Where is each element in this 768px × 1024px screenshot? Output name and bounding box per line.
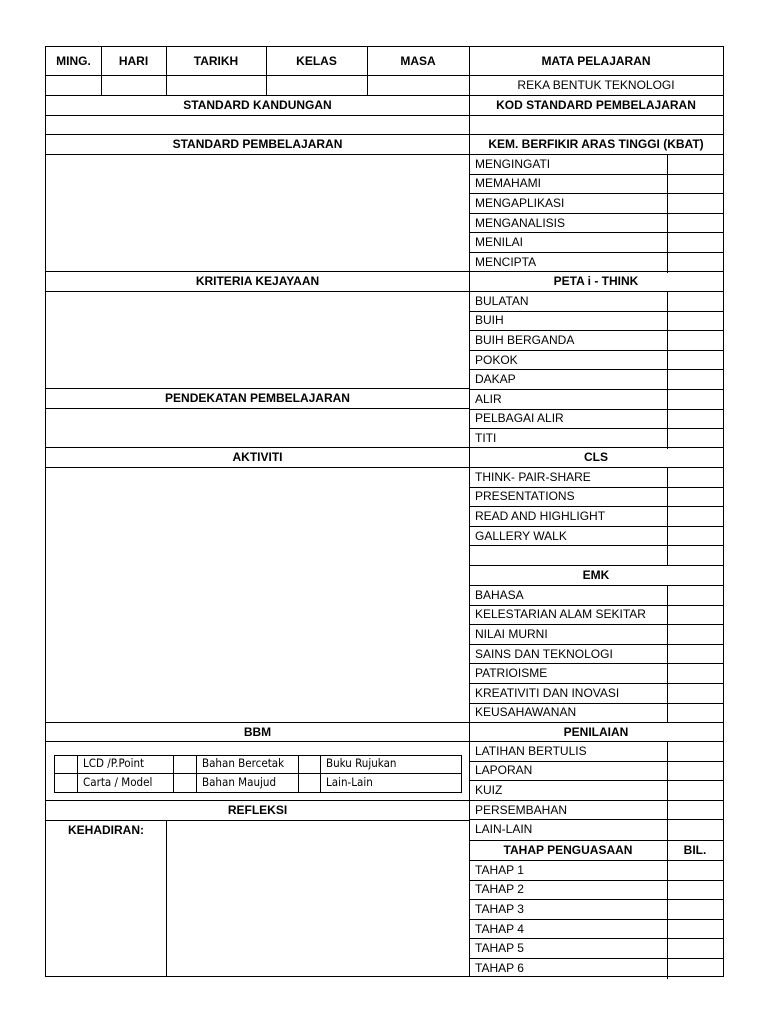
grid-line <box>45 741 470 742</box>
bbm-buku-rujukan-label: Buku Rujukan <box>326 756 397 771</box>
grid-line <box>45 134 470 135</box>
grid-line <box>77 755 78 793</box>
grid-line <box>469 545 724 546</box>
bil-heading: BIL. <box>683 843 707 857</box>
grid-line <box>54 773 462 774</box>
grid-line <box>469 174 724 175</box>
kod-sp-heading: KOD STANDARD PEMBELAJARAN <box>496 98 696 112</box>
grid-line <box>469 369 724 370</box>
penilaian-item: KUIZ <box>475 782 503 797</box>
grid-line <box>667 860 668 979</box>
tahap-item: TAHAP 1 <box>475 862 524 877</box>
mata-pelajaran-header: MATA PELAJARAN <box>541 54 651 68</box>
grid-line <box>45 154 470 155</box>
kehadiran-label: KEHADIRAN: <box>68 823 144 837</box>
grid-line <box>469 193 724 194</box>
cls-item: PRESENTATIONS <box>475 489 575 504</box>
grid-line <box>469 741 724 742</box>
tahap-item: TAHAP 5 <box>475 941 524 956</box>
kbat-item: MEMAHAMI <box>475 176 541 191</box>
penilaian-item: LATIHAN BERTULIS <box>475 743 587 758</box>
grid-line <box>173 755 174 793</box>
grid-line <box>45 408 470 409</box>
peta-item: BULATAN <box>475 293 529 308</box>
penilaian-item: LAIN-LAIN <box>475 822 533 837</box>
grid-line <box>469 819 724 820</box>
tarikh-header: TARIKH <box>193 54 239 68</box>
grid-line <box>469 487 724 488</box>
grid-line <box>469 683 724 684</box>
grid-line <box>469 761 724 762</box>
ming-header: MING. <box>56 54 91 68</box>
grid-line <box>469 115 724 116</box>
grid-line <box>469 840 724 841</box>
grid-line <box>469 350 724 351</box>
grid-line <box>298 755 299 793</box>
grid-line <box>667 154 668 273</box>
pendekatan-pembelajaran-heading: PENDEKATAN PEMBELAJARAN <box>165 391 350 405</box>
grid-line <box>469 780 724 781</box>
grid-line <box>469 526 724 527</box>
grid-line <box>45 976 724 977</box>
grid-line <box>469 919 724 920</box>
grid-line <box>54 755 55 793</box>
grid-line <box>469 565 724 566</box>
kbat-item: MENILAI <box>475 235 524 250</box>
cls-item <box>470 545 666 565</box>
emk-item: NILAI MURNI <box>475 626 548 641</box>
grid-line <box>469 663 724 664</box>
emk-item: KREATIVITI DAN INOVASI <box>475 685 620 700</box>
grid-line <box>667 585 668 723</box>
grid-line <box>101 46 102 96</box>
grid-line <box>723 46 724 977</box>
grid-line <box>469 644 724 645</box>
grid-line <box>469 271 724 272</box>
grid-line <box>469 428 724 429</box>
emk-item: SAINS DAN TEKNOLOGI <box>475 646 613 661</box>
emk-item: BAHASA <box>475 587 524 602</box>
grid-line <box>469 722 724 723</box>
grid-line <box>469 46 470 977</box>
bbm-bahan-maujud-label: Bahan Maujud <box>202 774 277 789</box>
grid-line <box>45 95 724 96</box>
grid-line <box>469 624 724 625</box>
grid-line <box>196 755 197 793</box>
grid-line <box>469 389 724 390</box>
grid-line <box>367 46 368 96</box>
masa-header: MASA <box>400 54 436 68</box>
grid-line <box>469 154 724 155</box>
grid-line <box>469 213 724 214</box>
grid-line <box>469 311 724 312</box>
grid-line <box>469 291 724 292</box>
grid-line <box>45 46 724 47</box>
grid-line <box>667 291 668 449</box>
grid-line <box>469 958 724 959</box>
hari-header: HARI <box>118 54 149 68</box>
bbm-carta-model-label: Carta / Model <box>83 774 153 789</box>
grid-line <box>469 409 724 410</box>
cls-item: READ AND HIGHLIGHT <box>475 508 606 523</box>
kbat-item: MENGINGATI <box>475 156 551 171</box>
grid-line <box>667 741 668 840</box>
bbm-heading: BBM <box>243 724 272 739</box>
grid-line <box>667 840 668 861</box>
tahap-heading: TAHAP PENGUASAAN <box>503 843 633 857</box>
grid-line <box>54 792 462 793</box>
peta-item: BUIH BERGANDA <box>475 332 575 347</box>
grid-line <box>469 134 724 135</box>
kbat-item: MENGANALISIS <box>475 215 566 230</box>
grid-line <box>469 899 724 900</box>
grid-line <box>469 252 724 253</box>
grid-line <box>469 232 724 233</box>
tahap-item: TAHAP 4 <box>475 921 524 936</box>
grid-line <box>461 755 462 793</box>
kbat-item: MENGAPLIKASI <box>475 195 565 210</box>
penilaian-heading: PENILAIAN <box>563 724 629 739</box>
grid-line <box>45 467 470 468</box>
grid-line <box>469 585 724 586</box>
grid-line <box>469 447 724 448</box>
grid-line <box>469 938 724 939</box>
peta-item: TITI <box>475 430 497 445</box>
grid-line <box>45 291 470 292</box>
bbm-bahan-bercetak-label: Bahan Bercetak <box>202 756 285 771</box>
standard-kandungan-heading: STANDARD KANDUNGAN <box>183 98 332 112</box>
grid-line <box>45 820 470 821</box>
cls-item: THINK- PAIR-SHARE <box>475 469 591 484</box>
grid-line <box>469 703 724 704</box>
refleksi-heading: REFLEKSI <box>227 803 288 817</box>
tahap-item: TAHAP 3 <box>475 901 524 916</box>
peta-item: ALIR <box>475 391 502 406</box>
aktiviti-heading: AKTIVITI <box>232 450 283 464</box>
kelas-header: KELAS <box>296 54 337 68</box>
kbat-heading: KEM. BERFIKIR ARAS TINGGI (KBAT) <box>488 137 704 151</box>
grid-line <box>469 860 724 861</box>
grid-line <box>166 820 167 977</box>
penilaian-item: LAPORAN <box>475 763 533 778</box>
grid-line <box>45 722 470 723</box>
penilaian-item: PERSEMBAHAN <box>475 802 568 817</box>
peta-item: POKOK <box>475 352 518 367</box>
peta-item: PELBAGAI ALIR <box>475 411 564 426</box>
peta-item: BUIH <box>475 313 504 328</box>
emk-item: PATRIOISME <box>475 666 548 681</box>
emk-item: KELESTARIAN ALAM SEKITAR <box>475 607 646 622</box>
grid-line <box>469 800 724 801</box>
grid-line <box>469 330 724 331</box>
grid-line <box>667 467 668 566</box>
grid-line <box>45 115 470 116</box>
standard-pembelajaran-heading: STANDARD PEMBELAJARAN <box>172 137 343 151</box>
grid-line <box>320 755 321 793</box>
cls-heading: CLS <box>584 450 608 464</box>
peta-heading: PETA i - THINK <box>553 274 639 288</box>
grid-line <box>54 755 462 756</box>
peta-item: DAKAP <box>475 372 516 387</box>
subject-name: REKA BENTUK TEKNOLOGI <box>517 78 675 92</box>
grid-line <box>45 388 470 389</box>
grid-line <box>469 467 724 468</box>
grid-line <box>45 271 470 272</box>
kbat-item: MENCIPTA <box>475 254 537 269</box>
grid-line <box>45 46 46 977</box>
bbm-lain-lain-label: Lain-Lain <box>326 774 373 789</box>
tahap-item: TAHAP 2 <box>475 882 524 897</box>
emk-item: KEUSAHAWANAN <box>475 705 577 720</box>
emk-heading: EMK <box>582 568 610 582</box>
bbm-lcd-label: LCD /P.Point <box>83 756 145 771</box>
tahap-item: TAHAP 6 <box>475 960 524 975</box>
grid-line <box>166 46 167 96</box>
grid-line <box>45 447 470 448</box>
grid-line <box>266 46 267 96</box>
grid-line <box>45 75 724 76</box>
grid-line <box>469 506 724 507</box>
grid-line <box>45 800 470 801</box>
grid-line <box>469 880 724 881</box>
cls-item: GALLERY WALK <box>475 528 567 543</box>
grid-line <box>469 605 724 606</box>
kriteria-kejayaan-heading: KRITERIA KEJAYAAN <box>195 274 320 288</box>
